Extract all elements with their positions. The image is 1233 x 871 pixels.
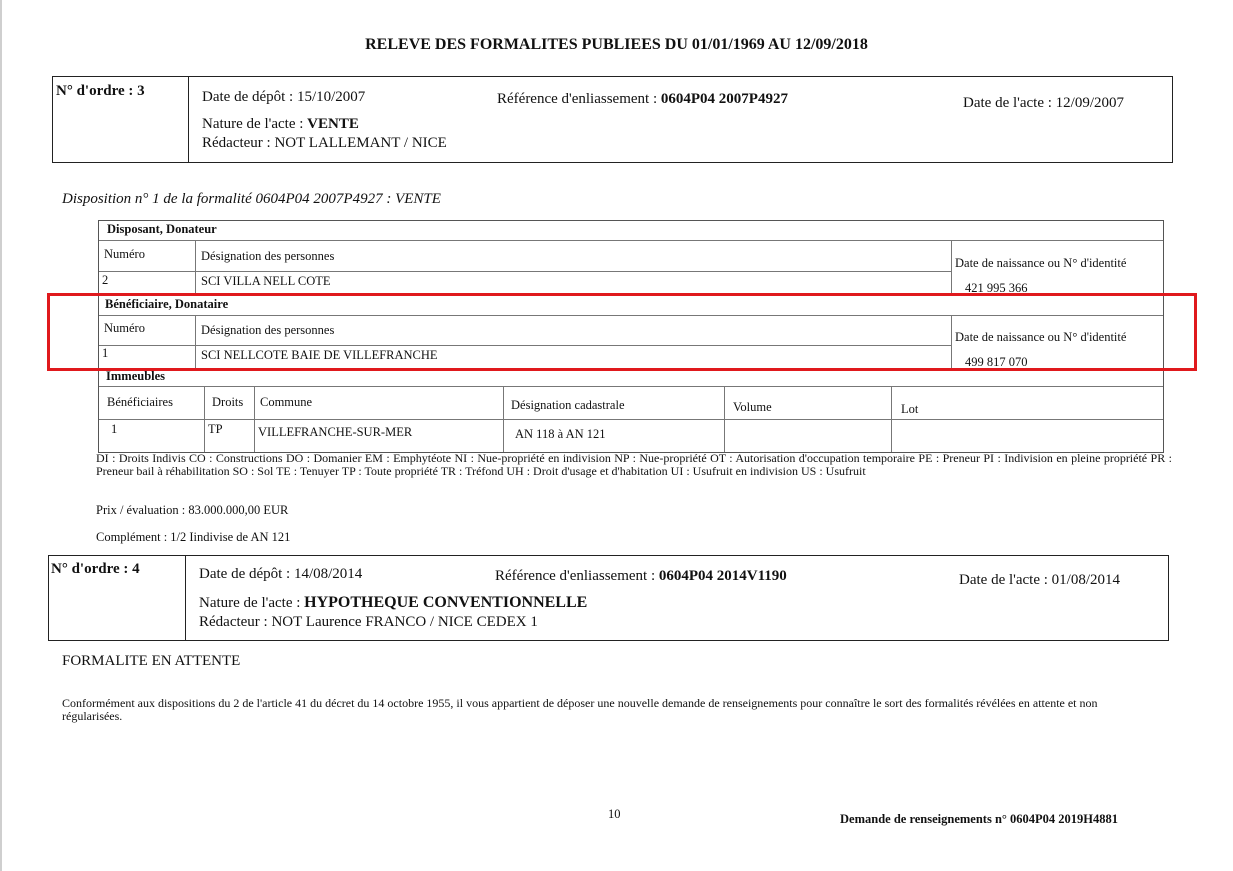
- formalite-attente-text: Conformément aux dispositions du 2 de l'article 41 du décret du 14 octobre 1955, il vous appartient de déposer une nouvelle demande de renseignements pour connaître le sort des formalités révélées en attente et non régularisées.: [62, 696, 1098, 723]
- acte-date-value: 01/08/2014: [1051, 572, 1120, 588]
- acte-date: [963, 95, 1124, 112]
- formalite-attente-title: FORMALITE EN ATTENTE: [62, 653, 241, 669]
- ordre-number: N° d'ordre : 3: [56, 83, 145, 99]
- prix-evaluation: Prix / évaluation : 83.000.000,00 EUR: [96, 503, 289, 517]
- formalite-3-separator: [188, 77, 189, 162]
- rule: [204, 386, 205, 452]
- rule: [503, 386, 504, 452]
- disposant-numero: 2: [102, 273, 109, 287]
- ref-label: Référence d'enliassement :: [495, 568, 656, 584]
- rule: [724, 386, 725, 452]
- redacteur: [199, 614, 538, 631]
- rule: [99, 240, 1163, 241]
- redacteur-value: NOT Laurence FRANCO / NICE CEDEX 1: [271, 614, 538, 630]
- imm-header-commune: Commune: [260, 395, 313, 409]
- complement: Complément : 1/2 Iindivise de AN 121: [96, 530, 291, 544]
- reference: [495, 568, 787, 585]
- designation-header: Désignation des personnes: [201, 323, 335, 337]
- depot-value: 15/10/2007: [296, 89, 366, 105]
- ref-label: Référence d'enliassement :: [497, 91, 658, 107]
- numero-header: Numéro: [104, 247, 145, 261]
- nature-acte: [202, 116, 359, 133]
- nature-label: Nature de l'acte :: [202, 116, 304, 132]
- depot-label: Date de dépôt :: [199, 566, 291, 582]
- rule: [99, 419, 1163, 420]
- rule: [254, 386, 255, 452]
- designation-header: Désignation des personnes: [201, 249, 335, 263]
- scan-edge: [0, 0, 2, 871]
- beneficiaire-identite: 499 817 070: [965, 355, 1028, 369]
- formalite-4-box: [48, 555, 1169, 641]
- abbreviations-legend: DI : Droits Indivis CO : Constructions DO : Domanier EM : Emphytéote NI : Nue-propriété en indivision NP : Nue-propriété OT : Autorisation d'occupation temporaire PE : Preneur PI : Indivision en pleine propriété PR : Preneur bail à réhabilitation SO : Sol TE : Tenuyer TP : Toute propriété TR : Tréfond UH : Droit d'usage et d'habitation UI : Usufruit en indivision US : Usufruit: [96, 451, 1172, 478]
- page-title: RELEVE DES FORMALITES PUBLIEES DU 01/01/1969 AU 12/09/2018: [365, 36, 868, 53]
- imm-beneficiaire: 1: [111, 422, 118, 436]
- acte-date-label: Date de l'acte :: [959, 572, 1048, 588]
- demande-reference: Demande de renseignements n° 0604P04 2019H4881: [840, 812, 1119, 826]
- immeubles-table: [98, 368, 1164, 453]
- depot-value: 14/08/2014: [293, 566, 363, 582]
- redacteur: [202, 135, 447, 152]
- disposant-section-title: Disposant, Donateur: [107, 222, 217, 236]
- nature-acte: [199, 594, 587, 612]
- acte-date: [959, 572, 1120, 589]
- rule: [951, 240, 952, 293]
- disposant-identite: 421 995 366: [965, 281, 1028, 295]
- rule: [99, 386, 1163, 387]
- beneficiaire-numero: 1: [102, 346, 109, 360]
- formalite-3-box: [52, 76, 1173, 163]
- imm-header-lot: Lot: [901, 402, 919, 416]
- imm-designation: AN 118 à AN 121: [515, 427, 606, 441]
- naissance-header: Date de naissance ou N° d'identité: [955, 256, 1127, 270]
- redacteur-value: NOT LALLEMANT / NICE: [274, 135, 447, 151]
- nature-label: Nature de l'acte :: [199, 595, 301, 611]
- depot-label: Date de dépôt :: [202, 89, 294, 105]
- imm-droits: TP: [208, 422, 223, 436]
- ordre-number: N° d'ordre : 4: [51, 561, 140, 577]
- disposition-heading: Disposition n° 1 de la formalité 0604P04 2007P4927 : VENTE: [62, 191, 441, 207]
- redacteur-label: Rédacteur :: [199, 614, 268, 630]
- immeubles-section-title: Immeubles: [106, 369, 166, 383]
- rule: [99, 271, 951, 272]
- depot-date: [199, 566, 362, 583]
- beneficiaire-designation: SCI NELLCOTE BAIE DE VILLEFRANCHE: [201, 348, 438, 362]
- naissance-header: Date de naissance ou N° d'identité: [955, 330, 1127, 344]
- acte-date-value: 12/09/2007: [1055, 95, 1124, 111]
- imm-commune: VILLEFRANCHE-SUR-MER: [258, 425, 413, 439]
- acte-date-label: Date de l'acte :: [963, 95, 1052, 111]
- rule: [195, 240, 196, 293]
- nature-value: HYPOTHEQUE CONVENTIONNELLE: [304, 594, 588, 611]
- reference: [497, 91, 788, 108]
- nature-value: VENTE: [307, 116, 359, 132]
- numero-header: Numéro: [104, 321, 145, 335]
- imm-header-designation: Désignation cadastrale: [511, 398, 625, 412]
- redacteur-label: Rédacteur :: [202, 135, 271, 151]
- highlight-rectangle: [47, 293, 1197, 371]
- depot-date: [202, 89, 365, 106]
- beneficiaire-section-title: Bénéficiaire, Donataire: [105, 297, 229, 311]
- page-number: 10: [608, 807, 621, 821]
- ref-value: 0604P04 2007P4927: [660, 91, 788, 107]
- imm-header-droits: Droits: [212, 395, 244, 409]
- disposant-designation: SCI VILLA NELL COTE: [201, 274, 331, 288]
- imm-header-volume: Volume: [733, 400, 772, 414]
- formalite-4-separator: [185, 556, 186, 640]
- ref-value: 0604P04 2014V1190: [658, 568, 787, 584]
- rule: [891, 386, 892, 452]
- imm-header-beneficiaires: Bénéficiaires: [107, 395, 173, 409]
